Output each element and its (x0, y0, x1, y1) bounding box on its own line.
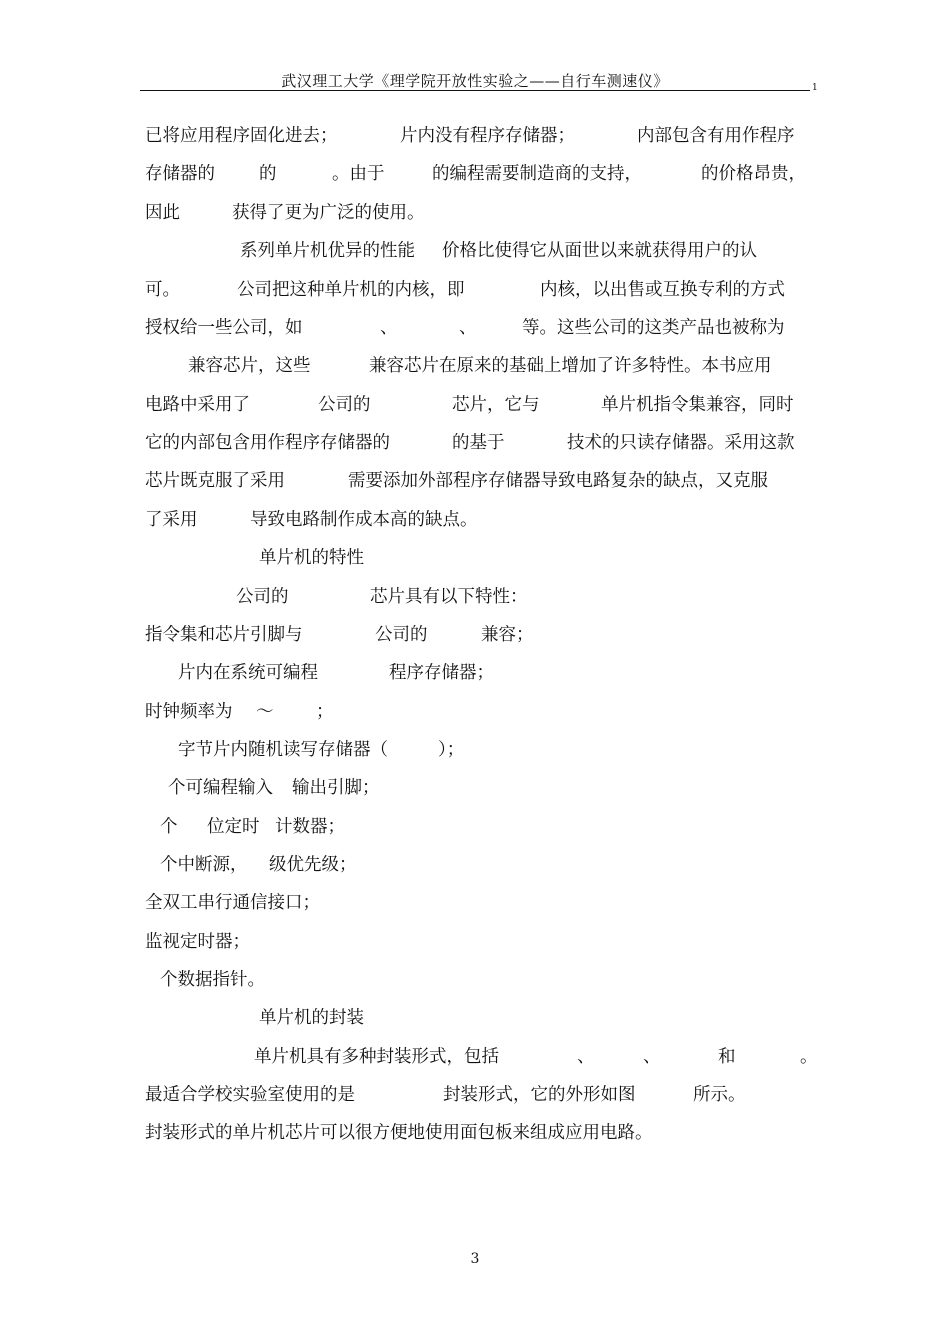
header-rule (140, 90, 810, 91)
text-run: 公司把这种单片机的内核，即 (237, 280, 465, 300)
text-run: 单片机指令集兼容，同时 (601, 395, 794, 415)
text-run: 的价格昂贵， (701, 164, 806, 184)
text-run: 兼容芯片在原来的基础上增加了许多特性。本书应用 (369, 356, 772, 376)
text-run: 最适合学校实验室使用的是 (145, 1085, 355, 1105)
text-run: 封装形式，它的外形如图 (443, 1085, 636, 1105)
text-run: 输出引脚； (292, 778, 380, 798)
text-run: 公司的 (236, 587, 289, 607)
text-run: 兼容芯片，这些 (188, 356, 311, 376)
text-run: 。由于 (332, 164, 385, 184)
text-run: 的基于 (452, 433, 505, 453)
text-run: 价格比使得它从面世以来就获得用户的认 (442, 241, 757, 261)
text-run: 级优先级； (269, 855, 357, 875)
list-item: 个数据指针。 (160, 970, 265, 990)
text-run: ； (316, 702, 334, 722)
text-run: 、 (577, 1047, 595, 1067)
text-run: 导致电路制作成本高的缺点。 (250, 510, 478, 530)
list-item: 字节片内随机读写存储器（ (178, 740, 388, 760)
text-run: 授权给一些公司，如 (145, 318, 303, 338)
text-run: 的 (259, 164, 277, 184)
section-heading: 单片机的封装 (259, 1008, 364, 1028)
text-run: 和 (718, 1047, 736, 1067)
text-run: 它的内部包含用作程序存储器的 (145, 433, 390, 453)
text-run: 公司的 (318, 395, 371, 415)
text-run: 内部包含有用作程序 (637, 126, 795, 146)
text-run: 封装形式的单片机芯片可以很方便地使用面包板来组成应用电路。 (145, 1123, 653, 1143)
text-run: ～ (256, 702, 274, 722)
text-run: 计数器； (275, 817, 345, 837)
page-number: 3 (470, 1251, 480, 1267)
header-mark: 1 (812, 83, 818, 93)
text-run: 存储器的 (145, 164, 215, 184)
text-run: 的编程需要制造商的支持， (432, 164, 642, 184)
text-run: 、 (643, 1047, 661, 1067)
text-run: 片内没有程序存储器； (400, 126, 575, 146)
list-item: 全双工串行通信接口； (145, 893, 320, 913)
text-run: 所示。 (693, 1085, 746, 1105)
text-run: 了采用 (145, 510, 198, 530)
list-item: 监视定时器； (145, 932, 250, 952)
text-run: 技术的只读存储器。采用这款 (567, 433, 795, 453)
list-item: 片内在系统可编程 (178, 663, 318, 683)
text-run: 内核，以出售或互换专利的方式 (540, 280, 785, 300)
section-heading: 单片机的特性 (259, 548, 364, 568)
running-header: 武汉理工大学《理学院开放性实验之——自行车测速仪》 (281, 72, 669, 90)
text-run: 因此 (145, 203, 180, 223)
text-run: 。 (800, 1047, 818, 1067)
list-item: 个 (160, 817, 178, 837)
text-run: 可。 (145, 280, 180, 300)
text-run: 芯片既克服了采用 (145, 471, 285, 491)
list-item: 时钟频率为 (145, 702, 233, 722)
text-run: 系列单片机优异的性能 (240, 241, 415, 261)
text-run: 位定时 (207, 817, 260, 837)
text-run: 公司的 (375, 625, 428, 645)
text-run: 电路中采用了 (145, 395, 250, 415)
text-run: 单片机具有多种封装形式，包括 (254, 1047, 499, 1067)
text-run: 兼容； (481, 625, 534, 645)
text-run: 需要添加外部程序存储器导致电路复杂的缺点，又克服 (348, 471, 768, 491)
text-run: 、 (459, 318, 477, 338)
text-run: 已将应用程序固化进去； (145, 126, 338, 146)
text-run: 芯片具有以下特性： (370, 587, 528, 607)
text-run: 、 (380, 318, 398, 338)
text-run: ）； (438, 740, 465, 760)
list-item: 指令集和芯片引脚与 (145, 625, 303, 645)
text-run: 程序存储器； (389, 663, 494, 683)
list-item: 个中断源， (160, 855, 248, 875)
text-run: 等。这些公司的这类产品也被称为 (522, 318, 785, 338)
text-run: 获得了更为广泛的使用。 (232, 203, 425, 223)
list-item: 个可编程输入 (168, 778, 273, 798)
text-run: 芯片，它与 (452, 395, 540, 415)
